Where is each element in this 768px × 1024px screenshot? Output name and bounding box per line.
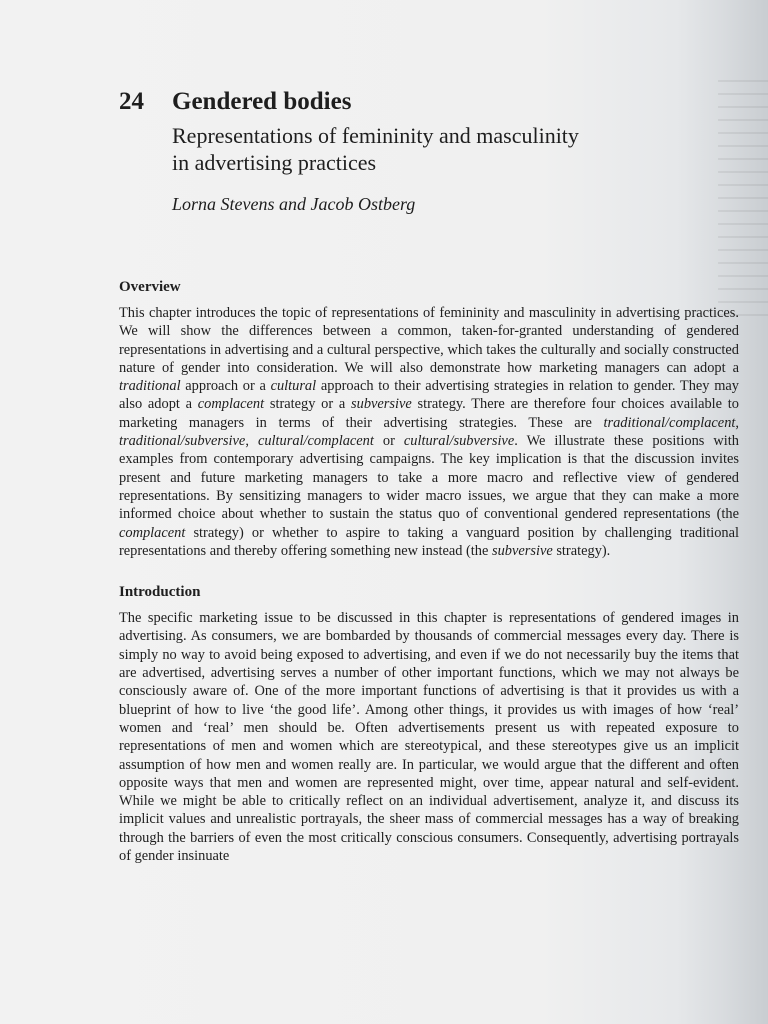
introduction-heading: Introduction (119, 584, 201, 601)
overview-text: This chapter introduces the topic of representations of femininity and masculinity in advertising practices. We will show the differences between a common, taken-for-granted understanding of gendered representations in advertising and a cultural perspective, which takes the culturally and socially constructed nature of gender into consideration. We will also demonstrate how marketing managers can adopt a (119, 305, 739, 376)
introduction-paragraph: The specific marketing issue to be discussed in this chapter is representations of gendered images in advertising. As consumers, we are bombarded by thousands of commercial messages every day. There is simply no way to avoid being exposed to advertising, and even if we do not necessarily buy the items that are advertised, advertising serves a number of other important functions, which we may not always be consciously aware of. One of the more important functions of advertising is that it provides us with a blueprint of how to live ‘the good life’. Among other things, it provides us with images of how ‘real’ women and ‘real’ men should be. Often advertisements present us with repeated exposure to representations of men and women which are stereotypical, and these stereotypes give us an implicit assumption of how men and women really are. In particular, we would argue that the different and often opposite ways that men and women are represented might, over time, appear natural and self-evident. While we might be able to critically reflect on an individual advertisement, analyze it, and discuss its implicit values and unrealistic portrayals, the sheer mass of commercial messages has a way of breaking through the barriers of even the most critically conscious consumers. Consequently, advertising portrayals of gender insinuate (119, 610, 739, 865)
overview-text: , (245, 433, 258, 450)
italic-term: subversive (351, 396, 412, 413)
overview-text: strategy). (552, 542, 611, 559)
overview-heading: Overview (119, 279, 181, 295)
overview-text: or (373, 433, 404, 450)
italic-term: subversive (491, 542, 553, 559)
chapter-subtitle: Representations of femininity and masculinity in advertising practices (172, 123, 579, 175)
overview-text: strategy) or whether to aspire to taking a vanguard position by challenging traditional representations and thereby offering something new instead (the (119, 524, 739, 559)
italic-term: cultural/complacent (257, 433, 374, 450)
chapter-heading (119, 88, 739, 116)
overview-text: strategy. There are therefore four choices available to marketing managers in terms of their advertising strategies. These are (119, 396, 739, 431)
italic-term: cultural (270, 378, 317, 395)
chapter-number: 24 (119, 88, 144, 115)
italic-term: traditional (119, 378, 181, 395)
italic-term: complacent (197, 396, 265, 413)
overview-text: strategy or a (264, 396, 352, 413)
italic-term: cultural/subversive (403, 433, 515, 450)
overview-text: approach to their advertising strategies in relation to gender. They may also adopt a (119, 378, 739, 413)
overview-text: , (735, 414, 739, 431)
page-content (119, 88, 739, 865)
overview-text: approach or a (180, 378, 271, 395)
overview-text: . We illustrate these positions with examples from contemporary advertising campaigns. The key implication is that the discussion invites present and future marketing managers to take a more macro and reflective view of gendered representations. By sensitizing managers to wider macro issues, we argue that they can make a more informed choice about whether to sustain the status quo of conventional gendered representations (the (119, 433, 740, 523)
chapter-title: Gendered bodies (172, 88, 352, 115)
italic-term: traditional/subversive (119, 433, 246, 450)
italic-term: complacent (119, 524, 186, 541)
chapter-authors: Lorna Stevens and Jacob Ostberg (172, 194, 416, 214)
overview-paragraph (119, 304, 739, 560)
italic-term: traditional/complacent (603, 414, 736, 431)
